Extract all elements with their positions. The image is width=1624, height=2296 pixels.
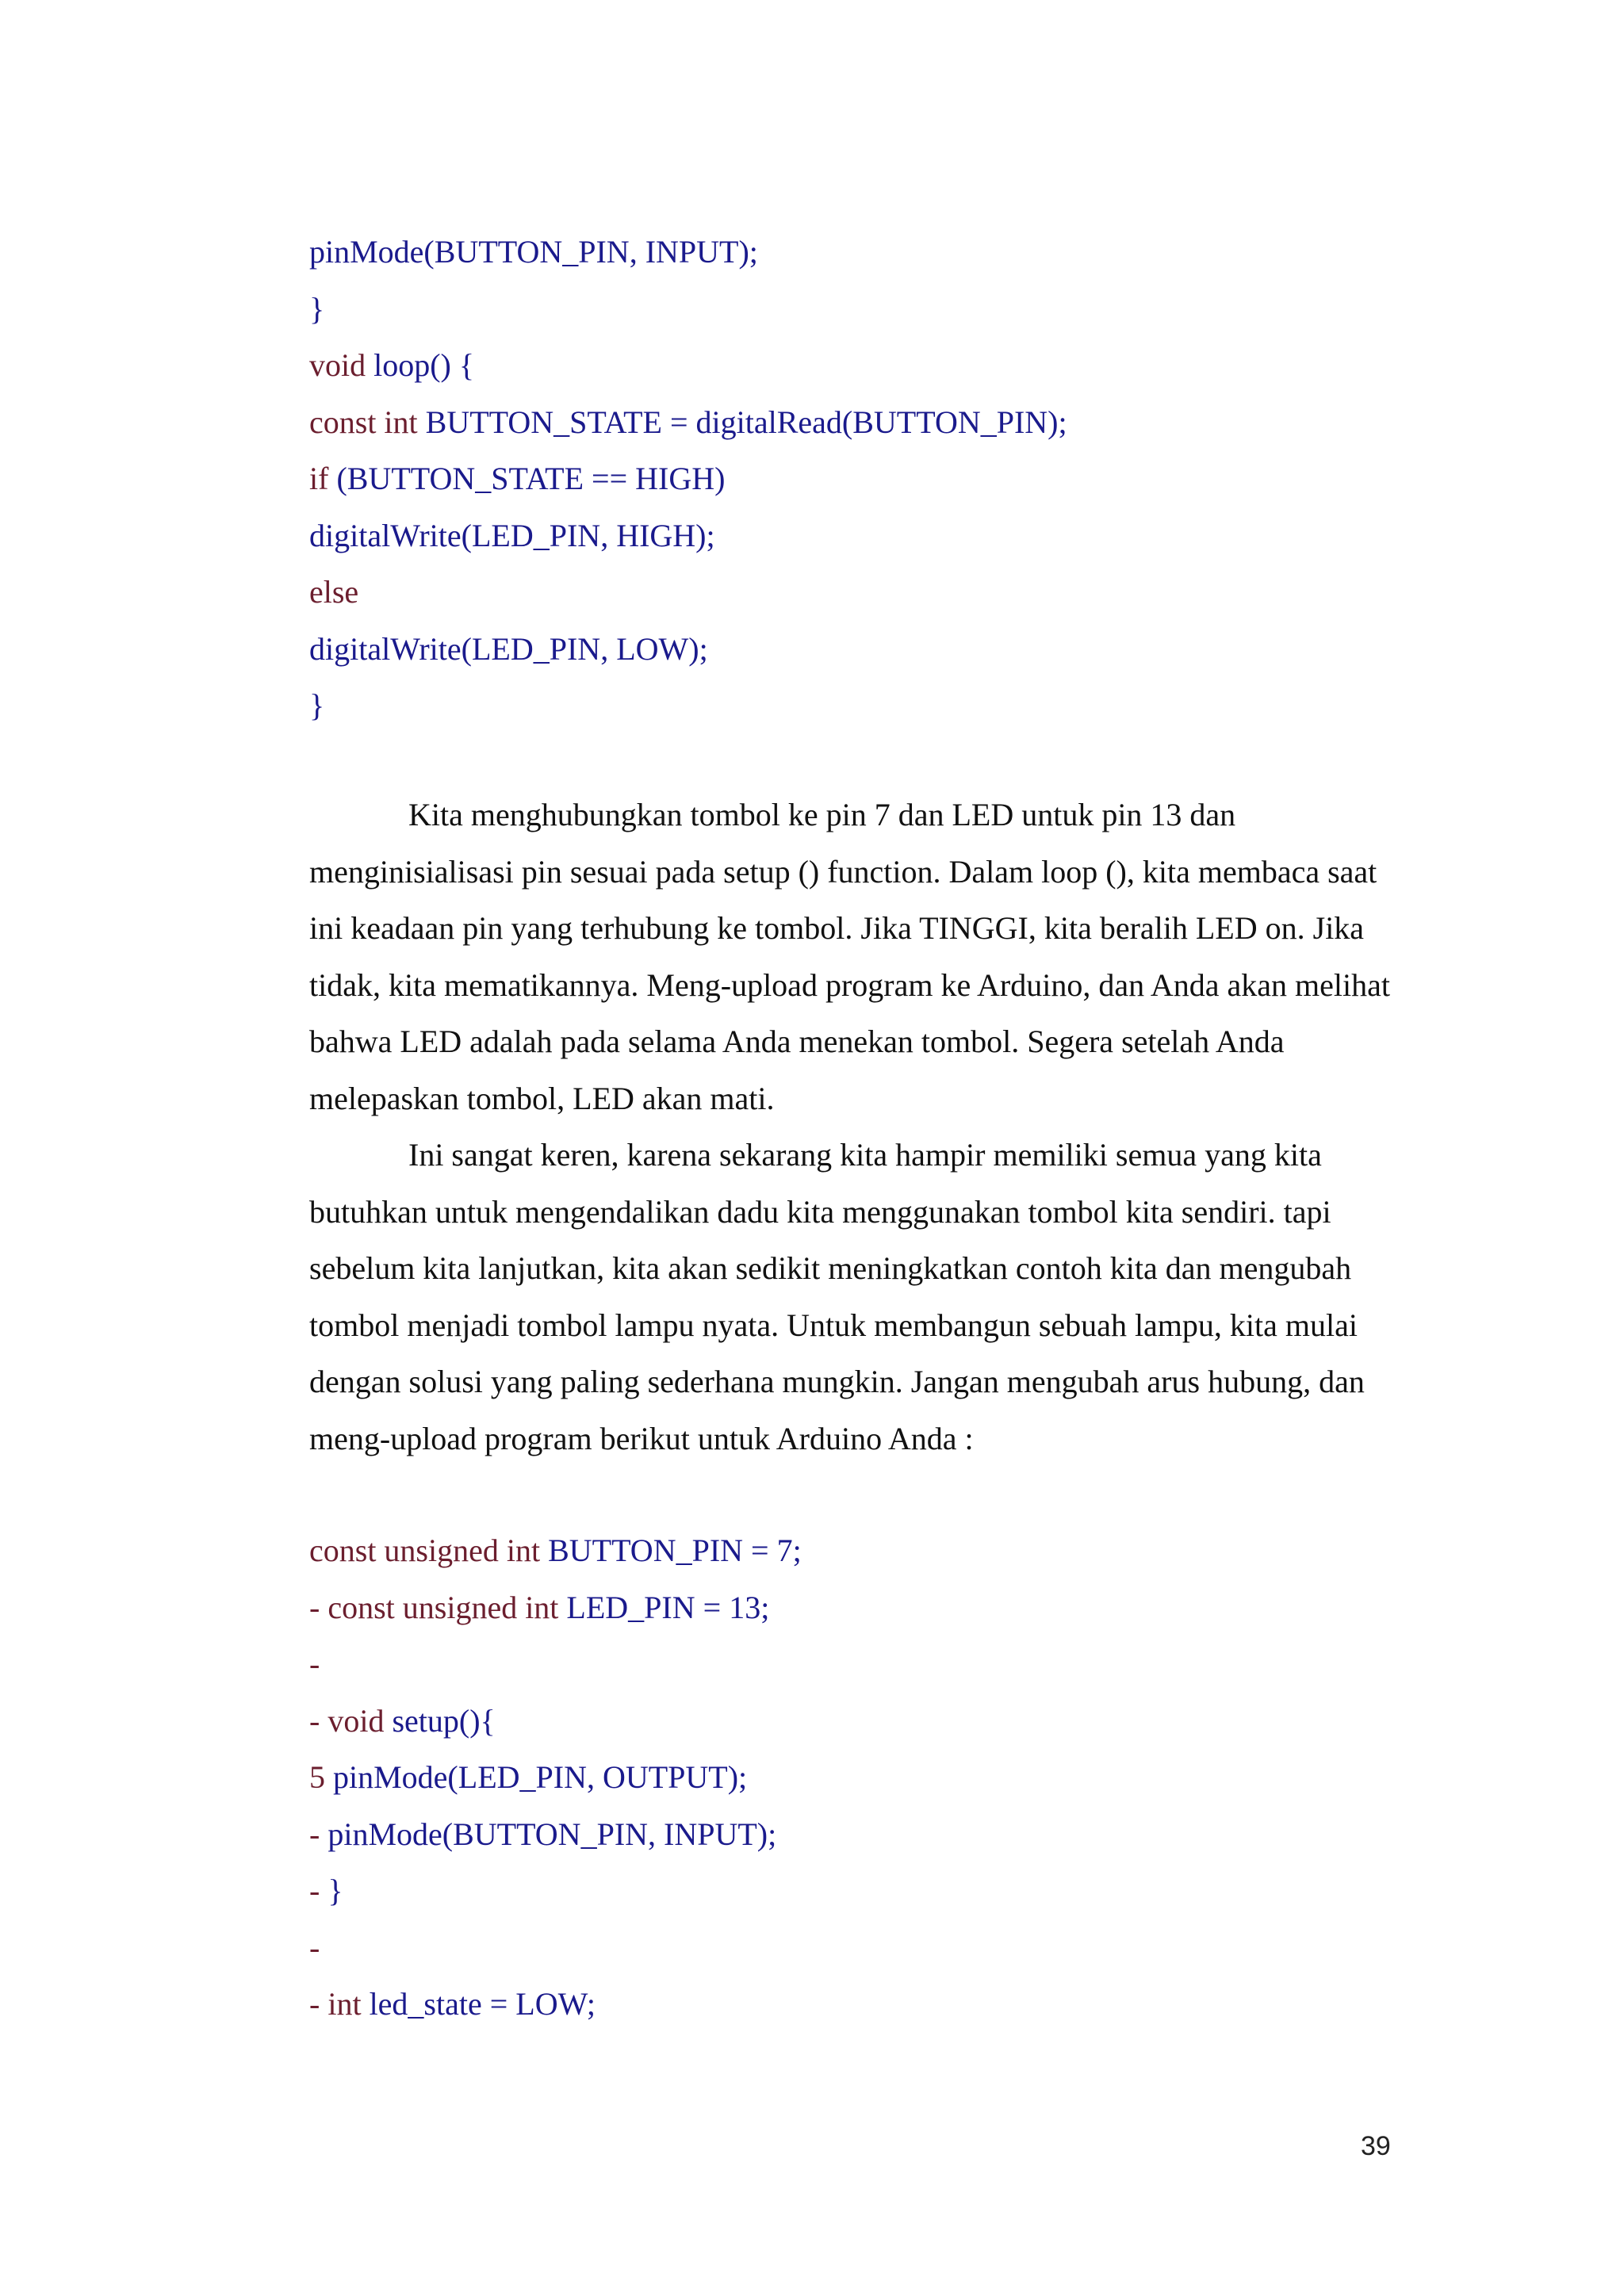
code-line bbox=[309, 394, 1419, 451]
code-line bbox=[309, 224, 1419, 281]
code-line bbox=[309, 677, 1419, 734]
code-token: void bbox=[309, 347, 374, 383]
code-token: } bbox=[327, 1873, 343, 1908]
paragraph: Kita menghubungkan tombol ke pin 7 dan LED untuk pin 13 dan menginisialisasi pin sesuai pada setup () function. Dalam loop (), kita membaca saat ini keadaan pin yang terhubung ke tombol. Jika TINGGI, kita beralih LED on. Jika tidak, kita mematikannya. Meng-upload program ke Arduino, dan Anda akan melihat bahwa LED adalah pada selama Anda menekan tombol. Segera setelah Anda melepaskan tombol, LED akan mati. bbox=[309, 797, 1390, 1116]
code-token: const unsigned int bbox=[309, 1533, 549, 1568]
code-token: - bbox=[309, 1646, 320, 1682]
code-line bbox=[309, 564, 1419, 621]
code-token: BUTTON_PIN = 7; bbox=[548, 1533, 802, 1568]
code-line bbox=[309, 337, 1419, 394]
paragraph: Ini sangat keren, karena sekarang kita hampir memiliki semua yang kita butuhkan untuk mengendalikan dadu kita menggunakan tombol kita sendiri. tapi sebelum kita lanjutkan, kita akan sedikit meningkatkan contoh kita dan mengubah tombol menjadi tombol lampu nyata. Untuk membangun sebuah lampu, kita mulai dengan solusi yang paling sederhana mungkin. Jangan mengubah arus hubung, dan meng-upload program berikut untuk Arduino Anda : bbox=[309, 1137, 1365, 1456]
code-token: - bbox=[309, 1816, 328, 1852]
code-token: const unsigned int bbox=[327, 1589, 567, 1625]
code-line bbox=[309, 1862, 1419, 1919]
code-token: 5 bbox=[309, 1759, 333, 1795]
code-token: const int bbox=[309, 404, 426, 440]
code-line bbox=[309, 1522, 1419, 1579]
code-block-bottom bbox=[309, 1522, 1419, 2033]
code-token: - bbox=[309, 1702, 328, 1739]
code-token: led_state = LOW; bbox=[369, 1986, 596, 2022]
code-token: LED_PIN = 13; bbox=[566, 1589, 770, 1625]
code-line bbox=[309, 1806, 1419, 1863]
code-token: - bbox=[309, 1873, 328, 1908]
code-token: setup(){ bbox=[392, 1702, 496, 1739]
code-token: - bbox=[309, 1986, 328, 2022]
code-token: } bbox=[309, 687, 325, 723]
code-line bbox=[309, 1976, 1419, 2033]
code-token: digitalWrite(LED_PIN, LOW); bbox=[309, 630, 708, 667]
code-line bbox=[309, 450, 1419, 507]
code-token: } bbox=[309, 290, 325, 327]
code-token: loop() { bbox=[373, 347, 475, 383]
code-line bbox=[309, 1636, 1419, 1693]
code-token: pinMode(LED_PIN, OUTPUT); bbox=[333, 1759, 748, 1795]
code-line bbox=[309, 1749, 1419, 1806]
code-line bbox=[309, 507, 1419, 564]
code-token: if bbox=[309, 461, 337, 496]
code-token: pinMode(BUTTON_PIN, INPUT); bbox=[309, 234, 758, 270]
code-token: pinMode(BUTTON_PIN, INPUT); bbox=[327, 1816, 777, 1852]
page-number: 39 bbox=[1361, 2131, 1391, 2161]
code-line bbox=[309, 1919, 1419, 1976]
code-token: void bbox=[327, 1702, 393, 1739]
code-token: int bbox=[327, 1986, 370, 2022]
code-line bbox=[309, 1693, 1419, 1750]
body-text bbox=[309, 786, 1396, 1467]
code-block-top bbox=[309, 224, 1419, 734]
code-token: digitalWrite(LED_PIN, HIGH); bbox=[309, 517, 715, 553]
code-line bbox=[309, 281, 1419, 338]
code-line bbox=[309, 621, 1419, 678]
code-token: else bbox=[309, 574, 359, 610]
code-token: - bbox=[309, 1929, 320, 1965]
code-token: - bbox=[309, 1589, 328, 1625]
code-token: BUTTON_STATE = digitalRead(BUTTON_PIN); bbox=[425, 404, 1067, 440]
code-line bbox=[309, 1579, 1419, 1636]
code-token: (BUTTON_STATE == HIGH) bbox=[336, 461, 726, 496]
